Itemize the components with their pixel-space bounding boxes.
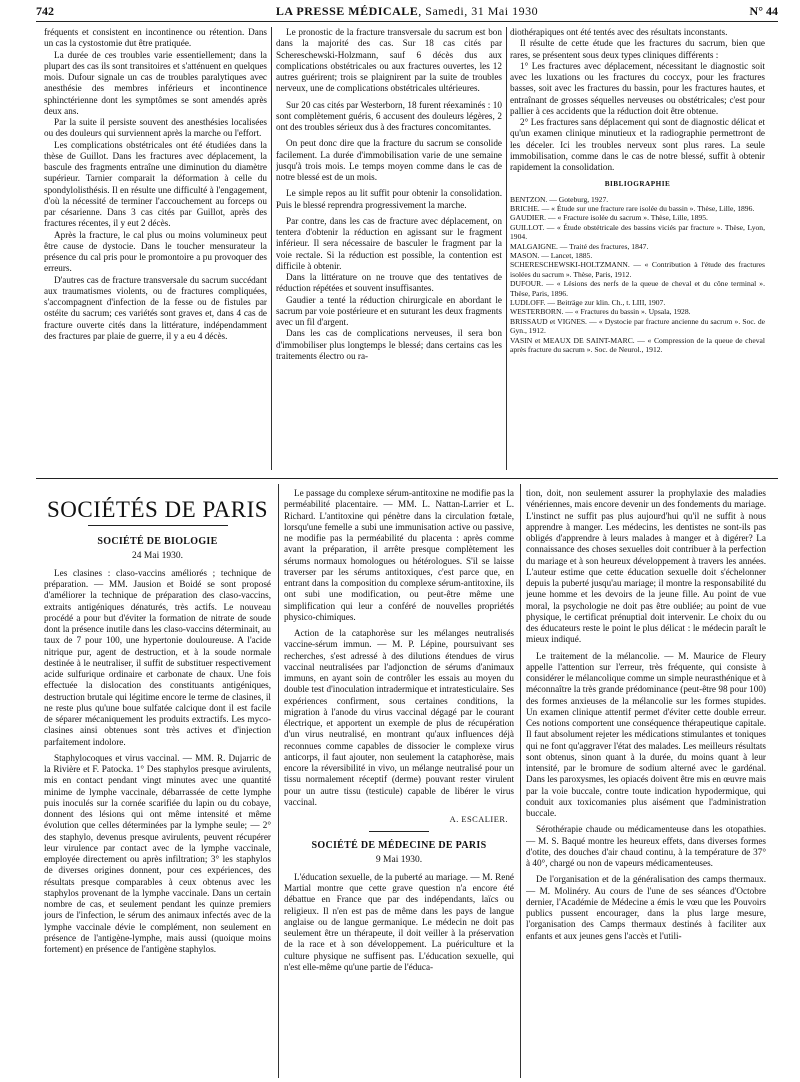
- paragraph: La durée de ces troubles varie essentiellement; dans la plupart des cas ils sont transitoires et s'atténuent en quelques mois. Dufour signale un cas de troubles paralytiques avec anesthésie des membres inférieurs et incontinence sphinctérienne dont les symptômes se sont amendés après deux ans.: [44, 49, 267, 116]
- journal-name: LA PRESSE MÉDICALE: [275, 4, 419, 18]
- paragraph: diothérapiques ont été tentés avec des résultats inconstants.: [510, 27, 728, 37]
- paragraph: 1° Les fractures avec déplacement, nécessitant le diagnostic soit avec les luxations ou les fractures du coccyx, pour les fractures basses, soit avec les fractures du bassin, pour les fractures hautes, et entraînant de grosses séquelles nerveuses ou obstétricales; c'est pour pallier à ces accidents que la réduction doit être obtenue.: [510, 60, 765, 116]
- bibliography-entry: LUDLOFF. — Beiträge zur klin. Ch., t. LIII, 1907.: [510, 297, 666, 307]
- paragraph: L'éducation sexuelle, de la puberté au mariage. — M. René Martial montre que cette grave question n'a encore été débattue en France que par des indépendants, laïcs ou religieux. Il n'en est pas de même dans les pays de langue anglaise ou de langue germanique. Le médecin ne doit pas seulement être un thérapeute, il doit veiller à la préservation de la race et à son développement. La puériculture et la culture physique ne suffisent pas. L'éducation sexuelle, qui n'est elle-même qu'une partie de l'éduca-: [284, 871, 514, 972]
- section-rule: [36, 478, 778, 479]
- paragraph: Le simple repos au lit suffit pour obtenir la consolidation. Puis le blessé reprendra progressivement la marche.: [276, 188, 502, 210]
- paragraph: 2° Les fractures sans déplacement qui sont de diagnostic délicat et qu'un examen clinique minutieux et la radiographie permettront de les déceler. Ici les troubles nerveux sont plus rares. La seule immobilisation, comme dans le cas de notre blessé, suffit à obtenir rapidement la consolidation.: [510, 117, 765, 172]
- paragraph: Après la fracture, le cal plus ou moins volumineux peut être cause de dystocie. Dans le toucher mensurateur la présence du cal pris pour le promontoire a pu provoquer des erreurs.: [44, 229, 267, 274]
- paragraph: Dans la littérature on ne trouve que des tentatives de réduction répétées et souvent insuffisantes.: [276, 272, 502, 294]
- paragraph: Les complications obstétricales ont été étudiées dans la thèse de Guillot. Dans les fractures avec déplacement, la bascule des fragments entraîne une diminution du diamètre supérieur. Tarnier comparait la déformation à celle du spondylolisthésis. Il en résulte une difficulté à l'engagement, d'où la nécessité de terminer l'accouchement au forceps ou par césarienne. Dans 3 cas cités par Guillot, après des fractures récentes, il y eut 2 décès.: [44, 139, 267, 229]
- paragraph: fréquents et consistent en incontinence ou rétention. Dans un cas la cystostomie dut être pratiquée.: [44, 27, 267, 49]
- biology-society-title: SOCIÉTÉ DE BIOLOGIE: [97, 536, 218, 548]
- bibliography-entry: SCHERESCHEWSKI-HOLTZMANN. — « Contribution à l'étude des fractures isolées du sacrum ». Thèse, Paris, 1912.: [510, 260, 765, 279]
- bibliography-entry: MALGAIGNE. — Traité des fractures, 1847.: [510, 241, 649, 251]
- paragraph: Staphylocoques et virus vaccinal. — MM. R. Dujarric de la Rivière et F. Patocka. 1° Des staphylos presque avirulents, mis en contact pendant vingt minutes avec une quantité minime de lymphe vaccinale, débarrassée de cette lymphe puis inoculés sur la cornée scarifiée du lapin ou du cobaye, donnent des lésions qui ont même intensité et même évolution que celles déterminées par la lymphe seule; — 2° des staphylo, devenus presque avirulents, peuvent récupérer leur virulence par contact avec de la lymphe vaccinale, employée directement ou après infiltration; 3° les staphylos de diverses origines donnent, pour ces expériences, des résultats presque comparables à ceux obtenus avec les staphylos provenant de la lymphe vaccinale. Dans un certain nombre de cas, et seulement pendant les quinze premiers jours de l'infection, le sérum des animaux infectés avec de la lymphe vaccinale dévie le complément, non seulement en présence de l'antigène-lymphe, mais aussi (quoique moins fortement) en présence de l'antigène staphylos.: [44, 752, 271, 954]
- page-number: 742: [36, 4, 54, 18]
- paragraph: On peut donc dire que la fracture du sacrum se consolide facilement. La durée d'immobilisation varie de une semaine jusqu'à trois mois. Le temps moyen comme dans le cas de notre blessé est de un mois.: [276, 138, 502, 182]
- bibliography-heading: BIBLIOGRAPHIE: [604, 180, 671, 189]
- paragraph: Sérothérapie chaude ou médicamenteuse dans les otopathies. — M. S. Baqué montre les heureux effets, dans diverses formes d'otite, des douches d'air chaud continu, à la température de 37° à 40°, chargé ou non de vapeurs médicamenteuses.: [526, 824, 766, 868]
- column-rule: [271, 27, 272, 470]
- top-column-2: [276, 27, 502, 468]
- header-rule: [36, 21, 778, 22]
- journal-title: [36, 4, 778, 19]
- bibliography-entry: GUILLOT. — « Étude obstétricale des bassins viciés par fracture ». Thèse, Lyon, 1904.: [510, 222, 765, 242]
- bottom-column-3: [526, 488, 766, 1076]
- top-column-3: [510, 27, 765, 468]
- paragraph: tion, doit, non seulement assurer la prophylaxie des maladies vénériennes, mais encore devenir un des fondements du mariage. L'instinct ne suffit pas plus aujourd'hui qu'il ne suffit à nous apprendre à manger. Les médecins, les dentistes ne sont-ils pas obligés d'apprendre à leurs malades à manger et à digérer? La connaissance des choses sexuelles doit contribuer à la perfection du mariage et à son heureux développement à travers les années. L'auteur estime que cette éducation sexuelle doit s'échelonner depuis la puberté jusqu'au mariage; il montre la responsabilité du jeune homme et les devoirs de la jeune fille. Au point de vue moral, la psychologie ne doit pas être oubliée; au point de vue physique, le certificat prénuptial doit intervenir. Le choix du ou des éducateurs reste le point le plus délicat : le médecin paraît le mieux indiqué.: [526, 488, 766, 645]
- paragraph: Dans les cas de complications nerveuses, il sera bon d'immobiliser plus longtemps le blessé; dans certains cas les traitements électro ou ra-: [276, 328, 502, 361]
- paragraph: Il résulte de cette étude que les fractures du sacrum, bien que rares, se présentent sous deux types cliniques différents :: [510, 38, 765, 60]
- title-rule: [88, 525, 228, 526]
- column-rule: [506, 27, 507, 470]
- paragraph: De l'organisation et de la généralisation des camps thermaux. — M. Molinéry. Au cours de l'une de ses séances d'Octobre dernier, l'Académie de Médecine a émis le vœu que les Pouvoirs publics pussent encourager, dans la plus large mesure, l'organisation des Camps thermaux destinés à faciliter aux enfants et aux jeunes gens l'accès et l'utili-: [526, 874, 766, 941]
- paragraph: D'autres cas de fracture transversale du sacrum succédant aux traumatismes violents, ou de fractures compliquées, s'accompagnent d'infection de la fesse ou de fistules par ostéite du sacrum; ces variétés sont graves et, dans 4 cas de fracture ouverte cités dans la littérature, indépendamment des fractures par plaie de guerre, il y a eu 4 décès.: [44, 274, 267, 341]
- bibliography-entry: BRICHE. — « Étude sur une fracture rare isolée du bassin ». Thèse, Lille, 1896.: [510, 203, 755, 213]
- bibliography-entry: MASON. — Lancet, 1885.: [510, 250, 593, 260]
- bibliography-entry: WESTERBORN. — « Fractures du bassin ». Upsala, 1928.: [510, 307, 691, 317]
- bottom-column-2: [284, 488, 514, 1076]
- paragraph: Par contre, dans les cas de fracture avec déplacement, on tentera d'obtenir la réduction en agissant sur le fragment inférieur. Il sera nécessaire de basculer le fragment par la voie rectale. Si la réduction est possible, la contention est difficile à obtenir.: [276, 215, 502, 271]
- bottom-column-1: [44, 488, 271, 1076]
- paragraph: Le pronostic de la fracture transversale du sacrum est bon dans la majorité des cas. Sur 18 cas cités par Schereschewski-Holzmann, sauf 6 décès dus aux complications obstétricales ou aux fractures ouvertes, les 12 autres guérirent; trois se plaignirent par la suite de troubles nerveux, une de complications obstétricales ultérieures.: [276, 27, 502, 94]
- paragraph: Le passage du complexe sérum-antitoxine ne modifie pas la perméabilité placentaire. — MM. L. Nattan-Larrier et L. Richard. L'antitoxine qui pénètre dans la circulation fœtale, lorsqu'une femelle a subi une immunisation active ou passive, ne modifie pas la perméabilité du placenta : après comme avant la préparation, il arrête presque complètement les sérums normaux homologues ou hétérologues. S'il se laisse traverser par les sérums antitoxiques, c'est parce que, en entrant dans la composition du complexe sérum-antitoxine, ils ont subi une modification, ou peut-être même une simplification qui leur a conféré de nouvelles propriétés physico-chimiques.: [284, 488, 514, 622]
- bibliography-entry: GAUDIER. — « Fracture isolée du sacrum ». Thèse, Lille, 1895.: [510, 213, 708, 223]
- column-rule: [520, 484, 521, 1078]
- bibliography-entry: BENTZON. — Goteburg, 1927.: [510, 194, 609, 204]
- issue-date: , Samedi, 31 Mai 1930: [418, 4, 539, 18]
- signature: A. ESCALIER.: [449, 815, 508, 824]
- biology-session-date: 24 Mai 1930.: [132, 550, 183, 561]
- bibliography-entry: VASIN et MEAUX DE SAINT-MARC. — « Compression de la queue de cheval après fracture du sacrum ». Soc. de Neurol., 1912.: [510, 335, 765, 354]
- paragraph: Sur 20 cas cités par Westerborn, 18 furent réexaminés : 10 sont complètement guéris, 6 accusent des douleurs légères, 2 ont des troubles sérieux dus à des fractures concomitantes.: [276, 99, 502, 132]
- top-column-1: [44, 27, 267, 468]
- paragraph: Gaudier a tenté la réduction chirurgicale en abordant le sacrum par voie postérieure et en suturant les deux fragments avec un fil d'argent.: [276, 294, 502, 327]
- page-header: [36, 4, 778, 20]
- section-separator: [369, 831, 429, 832]
- societes-title: SOCIÉTÉS DE PARIS: [46, 497, 269, 522]
- column-rule: [278, 484, 279, 1078]
- bibliography-entry: DUFOUR. — « Lésions des nerfs de la queue de cheval et du cône terminal ». Thèse, Paris, 1896.: [510, 279, 765, 298]
- paragraph: Le traitement de la mélancolie. — M. Maurice de Fleury appelle l'attention sur l'erreur, très fréquente, qui consiste à considérer le mélancolique comme un simple neurasthénique et à méconnaître la très grande prédominance (peut-être 98 pour 100) des formes anxieuses de la mélancolie sur les formes stupides. Un examen clinique attentif permet d'éviter cette double erreur. Ces notions comportent une conséquence thérapeutique capitale. Il faut absolument rejeter les médications stimulantes et toniques qui ne font qu'aggraver l'état des malades. Les meilleurs résultats sont obtenus, sinon quant à la durée, du moins quant à leur intensité, par le bromure de sodium alterné avec le gardénal. Dans les paroxysmes, les opiacés doivent être mis en œuvre mais par la voie buccale, contre toute indication hypodermique, qui conduit aux toxicomanies plus aisément que l'administration buccale.: [526, 650, 766, 818]
- paragraph: Les clasines : claso-vaccins améliorés ; technique de préparation. — MM. Jausion et Boidé se sont proposé d'améliorer la technique de préparation des claso-vaccins, extraits antigéniques dénaturés, très actifs. Le nouveau procédé a pour but d'éviter la formation de nitrate de soude dont la présence inutile dans les claso-vaccins déterminait, au taux de 7 pour 100, une hypertonie douloureuse. A l'acide nitrique pur, agent de destruction, et à la soude normale destinée à le neutraliser, il suffit de substituer respectivement acide sulfurique ordinaire et carbonate de chaux. Une fois effectuée la dislocation des constituants antigéniques, destruction brutale qui légitime encore le terme de clasines, il ne reste plus qu'une boue sulfatée calcique dont il est facile de séparer mécaniquement les produits extractifs. Les myco-clasines ainsi obtenues sont très actives et d'injection parfaitement indolore.: [44, 567, 271, 747]
- issue-number: N° 44: [749, 4, 778, 18]
- bibliography-entry: BRISSAUD et VIGNES. — « Dystocie par fracture ancienne du sacrum ». Soc. de Gyn., 1912.: [510, 316, 765, 336]
- paragraph: Action de la cataphorèse sur les mélanges neutralisés vaccine-sérum immun. — M. P. Lépine, poursuivant ses recherches, s'est adressé à des dilutions étendues de virus vaccinal neutralisées par l'adjonction de sérums d'animaux immuns, en ayant soin de contrôler les essais au moyen du double test d'inoculation intradermique et intratesticulaire. Ses expériences confirment, sous certaines conditions, la migration à l'anode du virus vaccinal dégagé par le courant électrique, et apportent un exemple de plus de récupération d'un virus neutralisé, en montrant qu'aux influences déjà reconnues comme capables de dissocier le complexe virus anticorps, il faut ajouter, non seulement la cataphorèse, mais encore la réversibilité in vivo, un mélange neutralisé pour un tissu normalement réceptif (derme) pouvant rester virulent pour un autre tissu (testicule) capable de libérer le virus vaccinal.: [284, 628, 514, 807]
- medicine-society-title: SOCIÉTÉ DE MÉDECINE DE PARIS: [311, 840, 487, 852]
- medicine-session-date: 9 Mai 1930.: [375, 854, 423, 865]
- paragraph: Par la suite il persiste souvent des anesthésies localisées ou des douleurs qui surviennent après la marche ou l'effort.: [44, 117, 267, 139]
